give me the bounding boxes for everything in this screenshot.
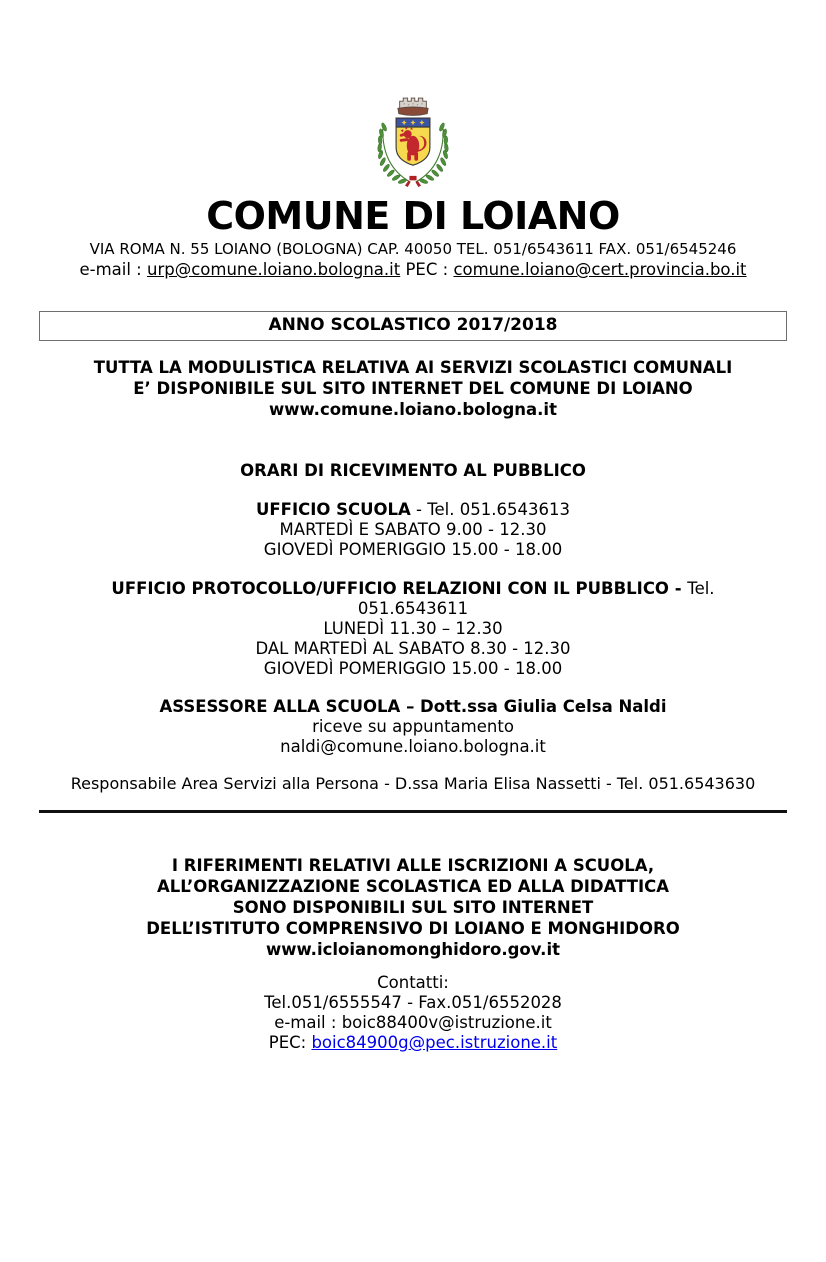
- notice-line-2: E’ DISPONIBILE SUL SITO INTERNET DEL COMUNE DI LOIANO: [133, 379, 693, 398]
- ufficio-protocollo-hours-2: DAL MARTEDÌ AL SABATO 8.30 - 12.30: [255, 639, 571, 658]
- contacts-tel-fax: Tel.051/6555547 - Fax.051/6552028: [264, 993, 562, 1012]
- shield-icon: [396, 118, 430, 165]
- document-page: [39, 93, 787, 1053]
- ufficio-scuola-line: [39, 500, 787, 520]
- responsabile-line: Responsabile Area Servizi alla Persona - D.ssa Maria Elisa Nassetti - Tel. 051.6543630: [70, 774, 756, 793]
- contacts-pec-link[interactable]: boic84900g@pec.istruzione.it: [311, 1033, 558, 1052]
- page-title: COMUNE DI LOIANO: [206, 194, 620, 238]
- contacts-email-line: e-mail : boic88400v@istruzione.it: [274, 1013, 552, 1032]
- ufficio-protocollo-hours-3: GIOVEDÌ POMERIGGIO 15.00 - 18.00: [263, 659, 563, 678]
- assessore-email: naldi@comune.loiano.bologna.it: [280, 737, 546, 756]
- loiano-coat-of-arms-icon: [373, 93, 453, 193]
- pec-link[interactable]: comune.loiano@cert.provincia.bo.it: [453, 260, 747, 279]
- ufficio-protocollo-hours-1: LUNEDÌ 11.30 – 12.30: [323, 619, 503, 638]
- notice-line-1: TUTTA LA MODULISTICA RELATIVA AI SERVIZI SCOLASTICI COMUNALI: [93, 358, 733, 377]
- address-line: VIA ROMA N. 55 LOIANO (BOLOGNA) CAP. 40050 TEL. 051/6543611 FAX. 051/6545246: [89, 240, 737, 258]
- email-link[interactable]: urp@comune.loiano.bologna.it: [146, 260, 401, 279]
- ufficio-protocollo-tel-number: 051.6543611: [357, 599, 469, 618]
- ufficio-scuola-tel: - Tel. 051.6543613: [410, 500, 570, 519]
- istituto-line-3: SONO DISPONIBILI SUL SITO INTERNET: [232, 898, 594, 917]
- modulistica-notice: [39, 357, 787, 420]
- ufficio-scuola-hours-2: GIOVEDÌ POMERIGGIO 15.00 - 18.00: [263, 540, 563, 559]
- contacts-heading: Contatti:: [377, 973, 449, 992]
- school-year-banner: ANNO SCOLASTICO 2017/2018: [39, 311, 787, 341]
- ufficio-scuola-hours-1: MARTEDÌ E SABATO 9.00 - 12.30: [279, 520, 547, 539]
- contacts-block: [39, 973, 787, 1053]
- assessore-note: riceve su appuntamento: [312, 717, 514, 736]
- istituto-line-2: ALL’ORGANIZZAZIONE SCOLASTICA ED ALLA DIDATTICA: [156, 877, 670, 896]
- contacts-pec-line: [39, 1033, 787, 1053]
- ribbon-icon: [405, 176, 421, 187]
- email-label: e-mail :: [79, 260, 147, 279]
- istituto-website: www.icloianomonghidoro.gov.it: [266, 940, 560, 959]
- ufficio-scuola-name: UFFICIO SCUOLA: [256, 500, 411, 519]
- ufficio-scuola-block: [39, 500, 787, 560]
- section-divider: [39, 810, 787, 813]
- ufficio-protocollo-name: UFFICIO PROTOCOLLO/UFFICIO RELAZIONI CON IL PUBBLICO -: [111, 579, 688, 598]
- ufficio-protocollo-block: [39, 579, 787, 679]
- assessore-block: [39, 697, 787, 757]
- istituto-line-1: I RIFERIMENTI RELATIVI ALLE ISCRIZIONI A SCUOLA,: [171, 856, 655, 875]
- pec-label: PEC :: [400, 260, 454, 279]
- header-contact-line: [39, 260, 787, 280]
- comune-website: www.comune.loiano.bologna.it: [269, 400, 557, 419]
- istituto-line-4: DELL’ISTITUTO COMPRENSIVO DI LOIANO E MONGHIDORO: [146, 919, 680, 938]
- assessore-title: ASSESSORE ALLA SCUOLA – Dott.ssa Giulia Celsa Naldi: [159, 697, 667, 716]
- istituto-notice: [39, 855, 787, 960]
- opening-hours-heading: ORARI DI RICEVIMENTO AL PUBBLICO: [240, 461, 586, 480]
- ufficio-protocollo-line: [39, 579, 787, 599]
- ufficio-protocollo-tel: Tel.: [687, 579, 715, 598]
- contacts-pec-label: PEC:: [268, 1033, 312, 1052]
- mural-crown-icon: [398, 98, 428, 115]
